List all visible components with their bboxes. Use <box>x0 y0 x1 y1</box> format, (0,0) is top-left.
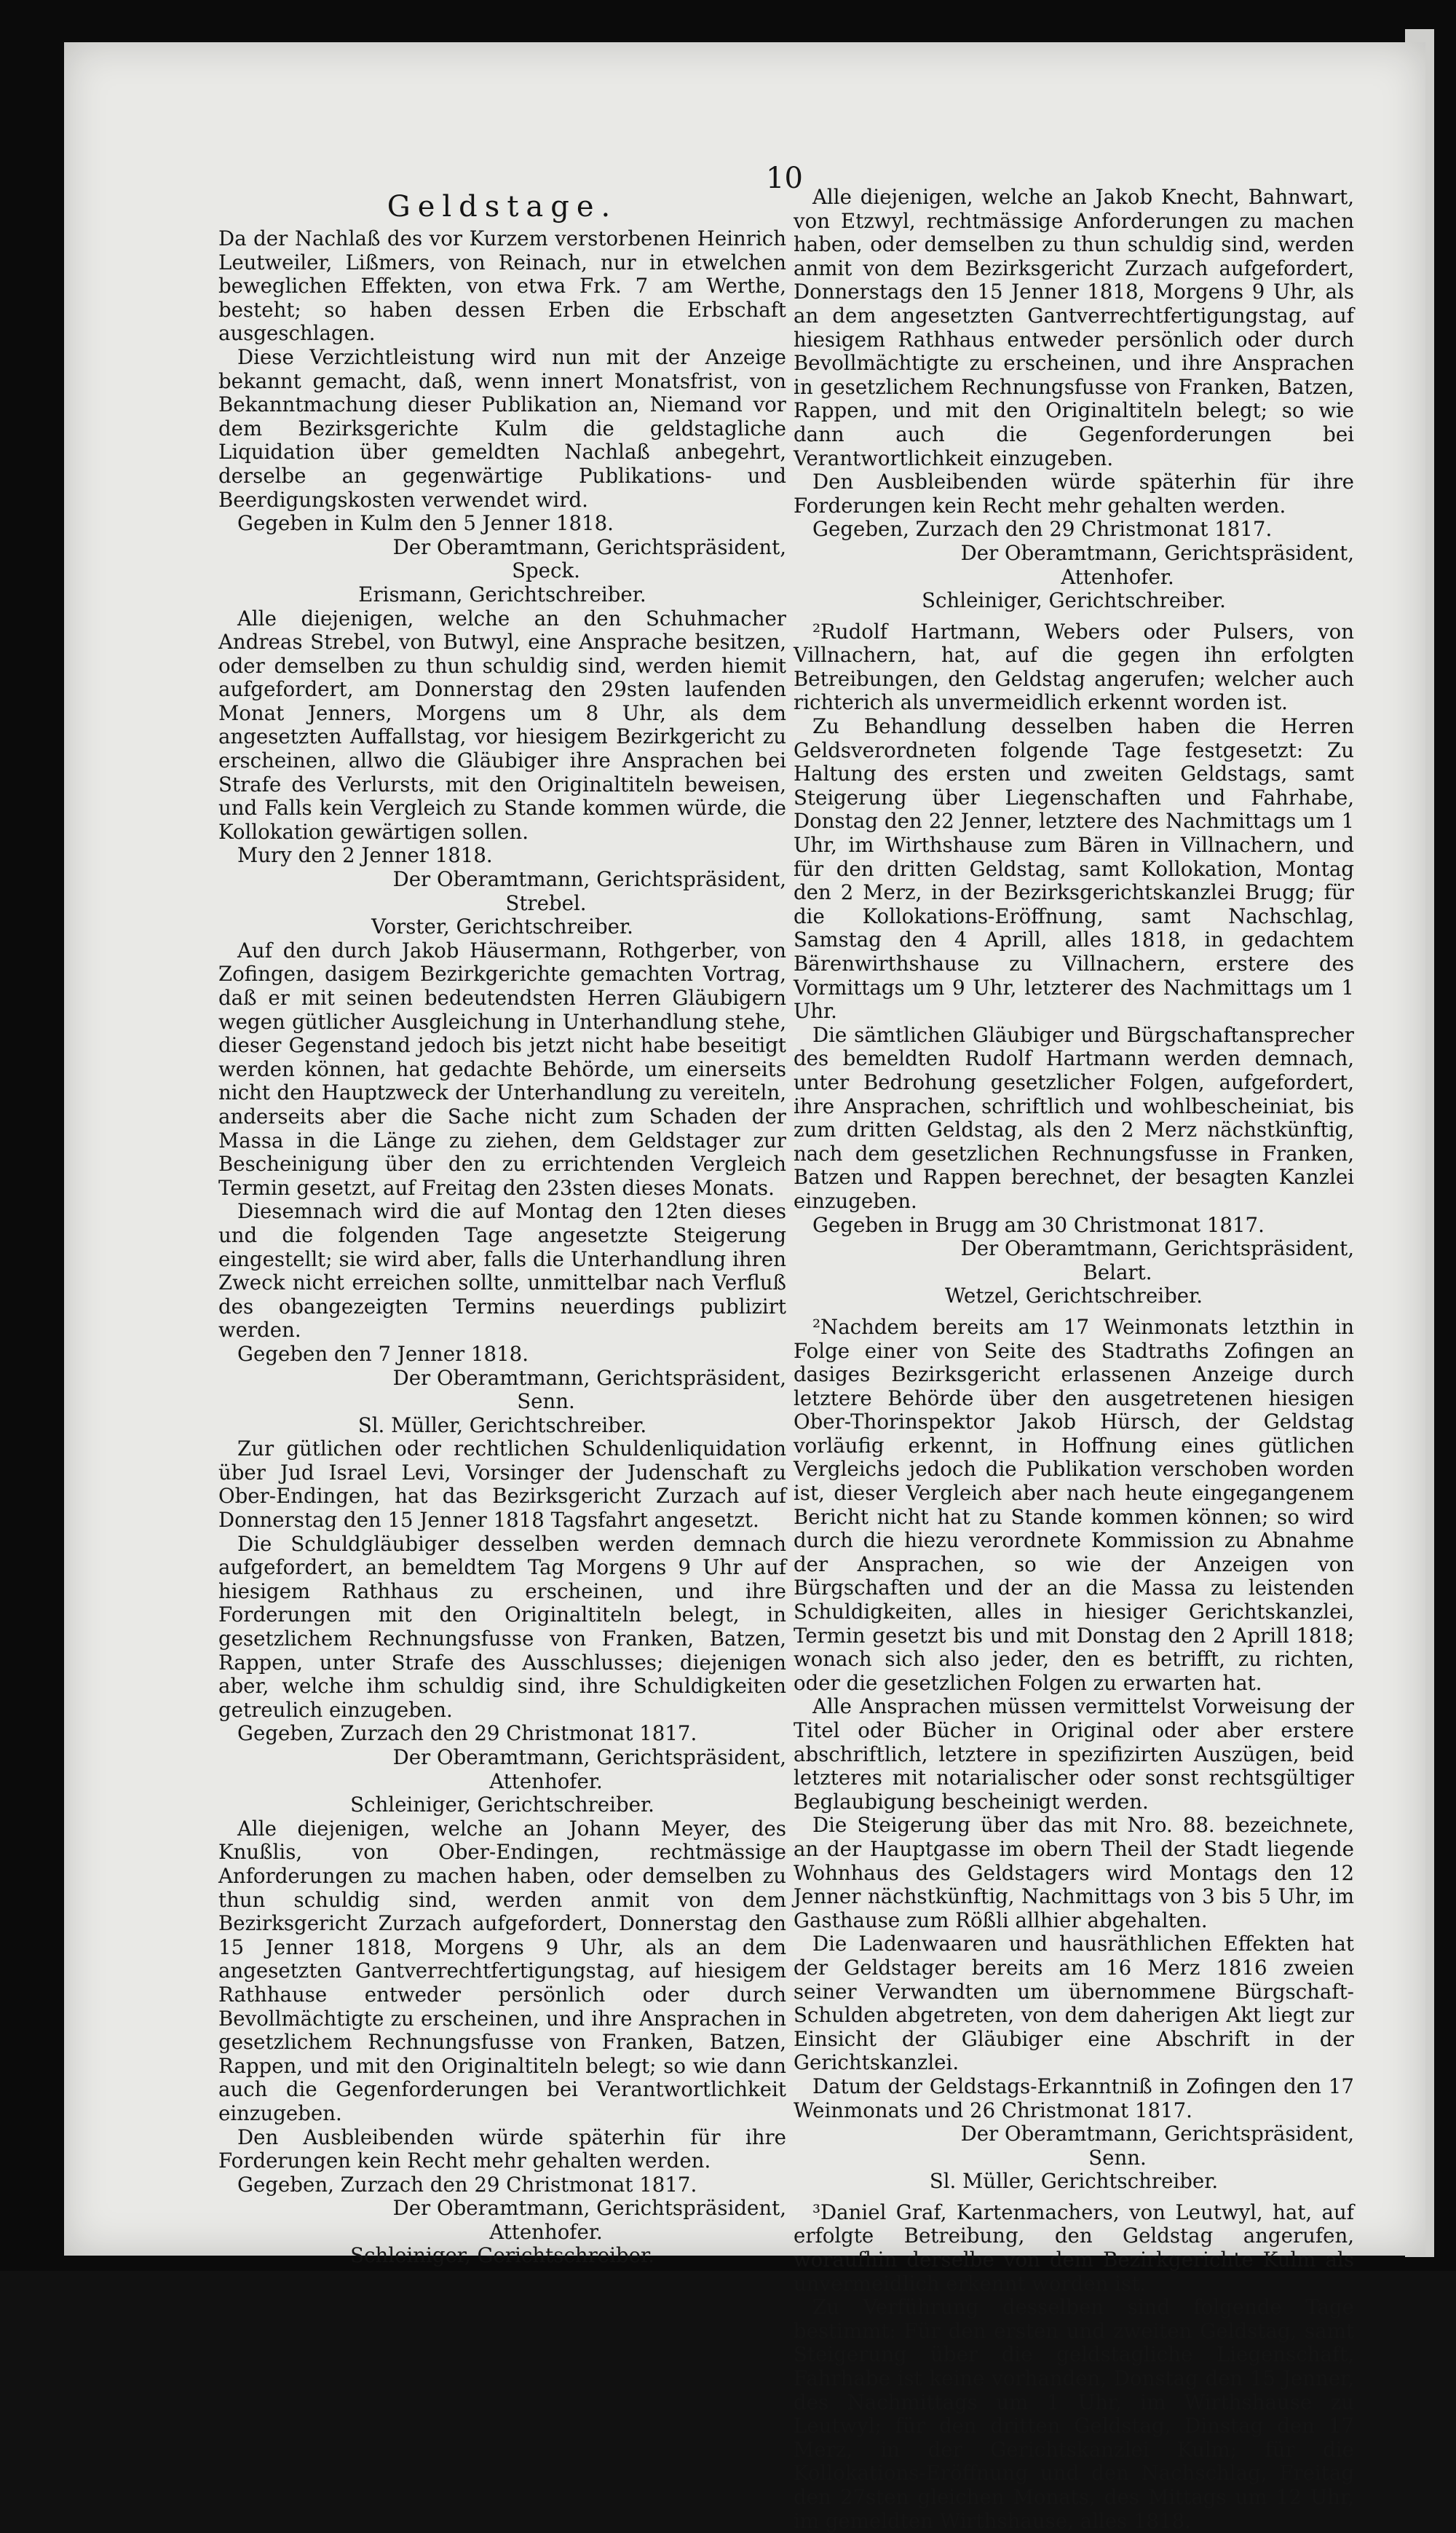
notice-paragraph: Zu Behandlung desselben haben die Herren Geldsverordneten folgende Tage festgesetzt: Zu Haltung des ersten und zweiten Geldstags, samt Steigerung über Liegenschaften und Fahrhabe, Donstag den 22 Jenner, letztere des Nachmittags um 1 Uhr, im Wirthshause zum Bären in Villnachern, und für den dritten Geldstag, samt Kollokation, Montag den 2 Merz, in der Bezirksgerichtskanzlei Brugg; für die Kollokations-Eröffnung, samt Nachschlag, Samstag den 4 Aprill, alles 1818, in gedachtem Bärenwirthshause zu Villnachern, erstere des Vormittags um 9 Uhr, letzterer des Nachmittags um 1 Uhr. <box>794 714 1354 1024</box>
signature-name: Belart. <box>1083 1260 1152 1284</box>
notice-date: Gegeben, Zurzach den 29 Christmonat 1817. <box>812 517 1273 542</box>
signature-name: Attenhofer. <box>489 2219 603 2244</box>
notice-paragraph: ²Rudolf Hartmann, Webers oder Pulsers, von Villnachern, hat, auf die gegen ihn erfolgten Betreibungen, den Geldstag angerufen; welcher auch richterich als unvermeidlich erkennt worden ist. <box>794 619 1354 715</box>
notice-paragraph: Diesemnach wird die auf Montag den 12ten dieses und die folgenden Tage angesetzte Steigerung eingestellt; sie wird aber, falls die Unterhandlung ihren Zweck nicht erreichen sollte, unmittelbar nach Verfluß des obangezeigten Termins neuerdings publizirt werden. <box>218 1199 786 1343</box>
notice-date: Datum der Geldstags-Erkanntniß in Zofingen den 17 Weinmonats und 26 Christmonat 1817. <box>794 2074 1354 2122</box>
notice-paragraph: Die Ladenwaaren und hausräthlichen Effekten hat der Geldstager bereits am 16 Merz 1816 zweien seiner Verwandten um übernommene Bürgschaft-Schulden abgetreten, von dem daherigen Akt liegt zur Einsicht der Gläubiger eine Abschrift in der Gerichtskanzlei. <box>794 1932 1354 2075</box>
notice-date: Gegeben, Zurzach den 29 Christmonat 1817. <box>237 1721 697 1746</box>
page-number: 10 <box>766 162 803 195</box>
notice-levi <box>218 1437 786 1817</box>
left-column <box>218 188 786 2268</box>
signature-clerk: Sl. Müller, Gerichtschreiber. <box>929 2169 1219 2194</box>
signature-name: Senn. <box>1088 2145 1147 2170</box>
signature-name: Strebel. <box>505 890 587 915</box>
notice-knecht <box>794 186 1354 613</box>
notice-paragraph: ²Nachdem bereits am 17 Weinmonats letzthin in Folge einer von Seite des Stadtraths Zofingen an dasiges Bezirksgericht erlassenen Anzeige durch letztere Behörde über den ausgetretenen hiesigen Ober-Thorinspektor Jakob Hürsch, der Geldstag vorläufig erkennt, in Hoffnung eines gütlichen Vergleichs jedoch die Publikation verschoben worden ist, dieser Vergleich aber nach heute eingegangenem Bericht nicht hat zu Stande kommen können; so wird durch die hiezu verordnete Kommission zu Abnahme der Ansprachen, so wie der Anzeigen von Bürgschaften und der an die Massa zu leistenden Schuldigkeiten, alles in hiesiger Gerichtskanzlei, Termin gesetzt bis und mit Donstag den 2 Aprill 1818; wonach sich also jeder, den es betrifft, zu richten, oder die gesetzlichen Folgen zu erwarten hat. <box>794 1314 1354 1695</box>
signature-office: Der Oberamtmann, Gerichtspräsident, <box>392 1745 786 1769</box>
signature-office: Der Oberamtmann, Gerichtspräsident, <box>392 867 786 892</box>
notice-paragraph: Diese Verzichtleistung wird nun mit der Anzeige bekannt gemacht, daß, wenn innert Monatsfrist, von Bekanntmachung dieser Publikation an, Niemand vor dem Bezirksgerichte Kulm die geldstagliche Liquidation über gemeldten Nachlaß anbegehrt, derselbe an gegenwärtige Publikations- und Beerdigungskosten verwendet wird. <box>218 344 786 512</box>
notice-haeusermann <box>218 939 786 1437</box>
signature-name: Senn. <box>517 1389 575 1414</box>
signature-clerk: Sl. Müller, Gerichtschreiber. <box>357 1412 647 1437</box>
signature-clerk: Vorster, Gerichtschreiber. <box>371 914 633 939</box>
signature-office: Der Oberamtmann, Gerichtspräsident, <box>960 2122 1354 2146</box>
signature-office: Der Oberamtmann, Gerichtspräsident, <box>960 1236 1354 1261</box>
signature-name: Attenhofer. <box>489 1769 603 1793</box>
section-heading: Geldstage. <box>387 190 618 224</box>
signature-clerk: Schleiniger, Gerichtschreiber. <box>922 588 1226 613</box>
notice-paragraph: Da der Nachlaß des vor Kurzem verstorbenen Heinrich Leutweiler, Lißmers, von Reinach, nur in etwelchen beweglichen Effekten, von etwa Frk. 7 am Werthe, besteht; so haben dessen Erben die Erbschaft ausgeschlagen. <box>218 226 786 346</box>
signature-office: Der Oberamtmann, Gerichtspräsident, <box>392 1365 786 1390</box>
notice-date: Gegeben den 7 Jenner 1818. <box>237 1341 529 1366</box>
notice-paragraph: Alle diejenigen, welche an Jakob Knecht, Bahnwart, von Etzwyl, rechtmässige Anforderungen zu machen haben, oder demselben zu thun schuldig sind, werden anmit von dem Bezirksgericht Zurzach aufgefordert, Donnerstags den 15 Jenner 1818, Morgens 9 Uhr, als an dem angesetzten Gantverrechtfertigungstag, auf hiesigem Rathhaus entweder persönlich oder durch Bevollmächtigte zu erscheinen, und ihre Ansprachen in gesetzlichem Rechnungsfusse von Franken, Batzen, Rappen, und mit den Originaltiteln belegt; so wie dann auch die Gegenforderungen bei Verantwortlichkeit einzugeben. <box>794 185 1354 470</box>
signature-clerk: Wetzel, Gerichtschreiber. <box>944 1284 1203 1308</box>
notice-date: Mury den 2 Jenner 1818. <box>237 843 493 868</box>
notice-paragraph: ³Daniel Graf, Kartenmachers, von Leutwyl, hat, auf erfolgte Betreibung, den Geldstag angerufen, woraufhin derselbe von dem Bezirkgerichte Kulm als unvermeidlich erkennt worden ist. <box>794 2200 1354 2296</box>
notice-meyer <box>218 1817 786 2268</box>
notice-paragraph: Den Ausbleibenden würde späterhin für ihre Forderungen kein Recht mehr gehalten werden. <box>794 470 1354 518</box>
notice-paragraph: Alle Ansprachen müssen vermittelst Vorweisung der Titel oder Bücher in Original oder aber erstere abschriftlich, letztere in spezifizirten Auszügen, beid letzteres mit notarialischer oder sonst rechtsgültiger Beglaubigung bescheinigt werden. <box>794 1694 1354 1814</box>
signature-office: Der Oberamtmann, Gerichtspräsident, <box>960 540 1354 565</box>
signature-clerk: Schleiniger, Gerichtschreiber. <box>350 2243 654 2268</box>
signature-clerk: Erismann, Gerichtschreiber. <box>358 582 646 606</box>
notice-leutweiler <box>218 227 786 607</box>
notice-paragraph: Auf den durch Jakob Häusermann, Rothgerber, von Zofingen, dasigem Bezirkgerichte gemachten Vortrag, daß er mit seinen bedeutendsten Herren Gläubigern wegen gütlicher Ausgleichung in Unterhandlung stehe, dieser Gegenstand jedoch bis jetzt nicht habe beseitigt werden können, hat gedachte Behörde, um einerseits nicht den Hauptzweck der Unterhandlung zu vereiteln, anderseits aber die Sache nicht zum Schaden der Massa in die Länge zu ziehen, dem Geldstager zur Bescheinigung über den zu errichtenden Vergleich Termin gesetzt, auf Freitag den 23sten dieses Monats. <box>218 938 786 1200</box>
signature-name: Speck. <box>512 558 580 583</box>
notice-graf <box>794 2201 1354 2533</box>
notice-date: Gegeben in Kulm den 5 Jenner 1818. <box>237 511 614 536</box>
signature-name: Attenhofer. <box>1061 564 1174 589</box>
signature-office: Der Oberamtmann, Gerichtspräsident, <box>392 2196 786 2221</box>
notice-paragraph: Zur gütlichen oder rechtlichen Schuldenliquidation über Jud Israel Levi, Vorsinger der Judenschaft zu Ober-Endingen, hat das Bezirksgericht Zurzach auf Donnerstag den 15 Jenner 1818 Tagsfahrt angesetzt. <box>218 1437 786 1533</box>
notice-paragraph: Den Ausbleibenden würde späterhin für ihre Forderungen kein Recht mehr gehalten werden. <box>218 2125 786 2173</box>
notice-date: Gegeben, Zurzach den 29 Christmonat 1817. <box>237 2172 697 2197</box>
notice-paragraph: Zu Verführung desselben sind folgende Tage bestimmt: Für den ersten und zweiten Geldstag, samt Steigerung über die geldstagliche Liegenschaft, Fahrhabe ist keine vorhanden, Donstag den 15 Jenner, des Nachmittags um 1 Uhr, im Wirthshause zu Leutwyl; für den dritten Geldstag, Dinstag den 17 Merz, in der Gerichtskanzlei Kulm; für die Kollokations-Eröffnung und den Nachschlag, Freitag den 27sten gleichen Monats, des Mittags um 12 Uhr, im gemeldten Wirthshause, alles 1818. <box>794 2295 1354 2533</box>
notice-paragraph: Die sämtlichen Gläubiger und Bürgschaftansprecher des bemeldten Rudolf Hartmann werden demnach, unter Bedrohung gesetzlicher Folgen, aufgefordert, ihre Ansprachen, schriftlich und wohlbescheiniat, bis zum dritten Geldstag, als den 2 Merz nächstkünftig, nach dem gesetzlichen Rechnungsfusse in Franken, Batzen und Rappen berechnet, der besagten Kanzlei einzugeben. <box>794 1022 1354 1213</box>
notice-paragraph: Alle diejenigen, welche an Johann Meyer, des Knußlis, von Ober-Endingen, rechtmässige Anforderungen zu machen haben, oder demselben zu thun schuldig sind, werden anmit von dem Bezirksgericht Zurzach aufgefordert, Donnerstag den 15 Jenner 1818, Morgens 9 Uhr, als an dem angesetzten Gantverrechtfertigungstag, auf hiesigem Rathhause entweder persönlich oder durch Bevollmächtigte zu erscheinen, und ihre Ansprachen in gesetzlichem Rechnungsfusse von Franken, Batzen, Rappen, und mit den Originaltiteln belegt; so wie dann auch die Gegenforderungen bei Verantwortlichkeit einzugeben. <box>218 1816 786 2125</box>
notice-paragraph: Alle diejenigen, welche an den Schuhmacher Andreas Strebel, von Butwyl, eine Ansprache besitzen, oder demselben zu thun schuldig sind, werden hiemit aufgefordert, am Donnerstag den 29sten laufenden Monat Jenners, Morgens um 8 Uhr, als dem angesetzten Auffallstag, vor hiesigem Bezirkgericht zu erscheinen, allwo die Gläubiger ihre Ansprachen bei Strafe des Verlursts, mit den Originaltiteln beweisen, und Falls kein Vergleich zu Stande kommen würde, die Kollokation gewärtigen sollen. <box>218 606 786 844</box>
notice-paragraph: Die Schuldgläubiger desselben werden demnach aufgefordert, an bemeldtem Tag Morgens 9 Uhr auf hiesigem Rathhaus zu erscheinen, und ihre Forderungen mit den Originaltiteln belegt, in gesetzlichem Rechnungsfusse von Franken, Batzen, Rappen, unter Strafe des Ausschlusses; diejenigen aber, welche ihm schuldig sind, ihre Schuldigkeiten getreulich einzugeben. <box>218 1531 786 1722</box>
signature-office: Der Oberamtmann, Gerichtspräsident, <box>392 534 786 559</box>
notice-huersch <box>794 1316 1354 2194</box>
signature-clerk: Schleiniger, Gerichtschreiber. <box>350 1793 654 1817</box>
notice-date: Gegeben in Brugg am 30 Christmonat 1817. <box>812 1212 1265 1237</box>
notice-strebel <box>218 607 786 939</box>
notice-paragraph: Die Steigerung über das mit Nro. 88. bezeichnete, an der Hauptgasse im obern Theil der Stadt liegende Wohnhaus des Geldstagers wird Montags den 12 Jenner nächstkünftig, Nachmittags von 3 bis 5 Uhr, im Gasthause zum Rößli allhier abgehalten. <box>794 1813 1354 1932</box>
right-column <box>794 186 1354 2533</box>
notice-hartmann <box>794 620 1354 1308</box>
